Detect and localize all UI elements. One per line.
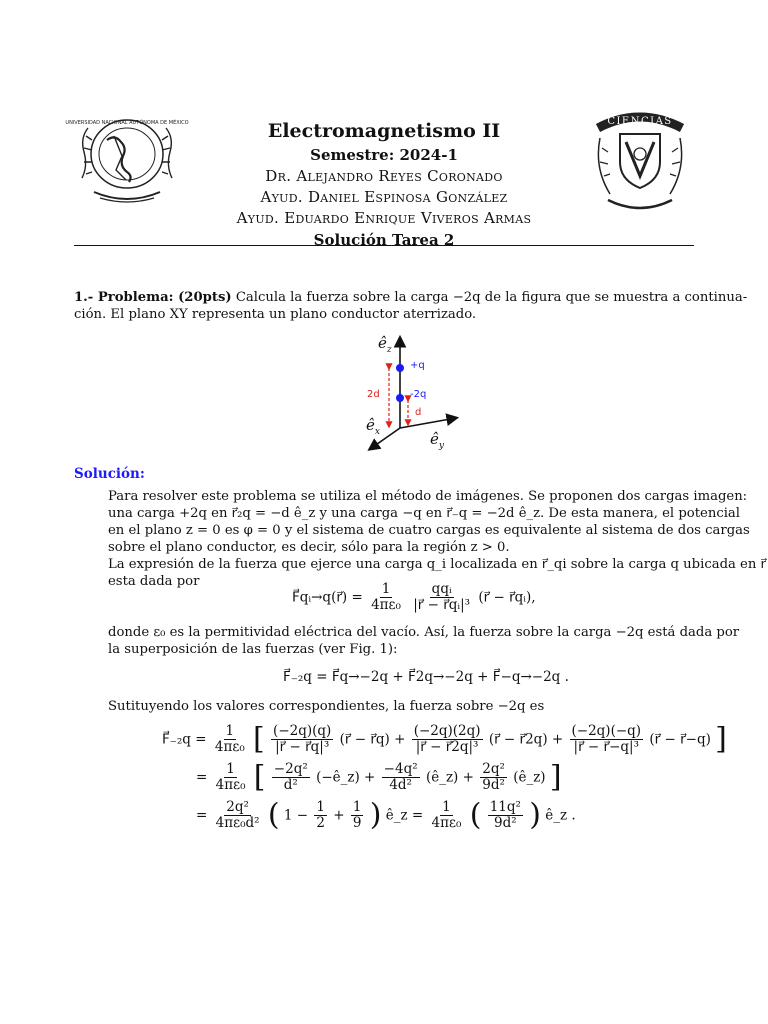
equation-row-2: = $\frac{1}{\text{4πε₀}}$ [ $\frac{\text{−2q²}}{\text{d²}}$ (−ê_z) + $\frac{\text{−4q²}}{\text{4d²}}$ (ê_z) + $\frac{\text{2q²}}{\text{9d²}}$ (ê_z) ] <box>196 759 562 795</box>
solution-label: Solución: <box>74 466 145 482</box>
assistant-line-1: Ayud. Daniel Espinosa González <box>260 188 508 206</box>
charge-minus-2q-dot <box>396 394 404 402</box>
charge-plus-q-label: +q <box>410 360 425 371</box>
p1-line-3: en el plano z = 0 es φ = 0 y el sistema de cuatro cargas es equivalente al sistema de dos cargas <box>108 523 750 538</box>
p2-line-2: esta dada por <box>108 574 200 589</box>
problem-statement <box>74 289 748 323</box>
ex-label: $ê_x$ <box>366 416 380 437</box>
p1-line-4: sobre el plano conductor, es decir, sólo para la región z > 0. <box>108 540 510 555</box>
solution-paragraph-1 <box>108 488 766 590</box>
header-block <box>200 118 568 251</box>
solution-paragraph-4: Sutituyendo los valores correspondientes, la fuerza sobre −2q es <box>108 699 545 714</box>
header-divider <box>74 245 694 246</box>
problem-text-line-2: ción. El plano XY representa un plano conductor aterrizado. <box>74 307 477 322</box>
assistant-line-2: Ayud. Eduardo Enrique Viveros Armas <box>236 209 532 227</box>
professor-line: Dr. Alejandro Reyes Coronado <box>265 167 503 185</box>
p3-line-1: donde ε₀ es la permitividad eléctrica del vacío. Así, la fuerza sobre la carga −2q está dada por <box>108 625 740 640</box>
ciencias-logo <box>590 108 690 212</box>
equation-coulomb-force: F⃗qᵢ→q(r⃗) = $\frac{1}{\text{4πε₀}}$ $\frac{\text{qqᵢ}}{\text{|r⃗ − r⃗qᵢ|³}}$ (r⃗ − r⃗qᵢ), <box>292 581 536 613</box>
ey-label: $ê_y$ <box>430 430 444 451</box>
distance-2d-label: 2d <box>367 389 380 400</box>
ez-label: $ê_z$ <box>378 334 392 355</box>
document-subtitle: Solución Tarea 2 <box>313 231 455 249</box>
p1-line-1: Para resolver este problema se utiliza el método de imágenes. Se proponen dos cargas imagen: <box>108 489 748 504</box>
equation-row-3: = $\frac{\text{2q²}}{\text{4πε₀d²}}$ ( 1 − $\frac{1}{2}$ + $\frac{1}{9}$ ) ê_z = $\frac{1}{\text{4πε₀}}$ ( $\frac{\text{11q²}}{\text{9d²}}$ ) ê_z . <box>196 797 576 833</box>
semester-line: Semestre: 2024-1 <box>310 146 458 164</box>
equation-row-1: F⃗₋₂q = $\frac{1}{\text{4πε₀}}$ [ $\frac{(-2q)(q)}{\text{|r⃗ − r⃗q|³}}$ (r⃗ − r⃗q) + $\frac{(-2q)(2q)}{\text{|r⃗ − r⃗2q|³}}$ (r⃗ − r⃗2q) + $\frac{(-2q)(-q)}{\text{|r⃗ − r⃗−q|³}}$ (r⃗ − r⃗−q) ] <box>162 721 727 757</box>
charge-minus-2q-label: -2q <box>410 389 427 400</box>
problem-label: 1.- Problema: (20pts) <box>74 290 232 305</box>
ciencias-logo-text: CIENCIAS <box>607 116 673 127</box>
p3-line-2: la superposición de las fuerzas (ver Fig. 1): <box>108 642 398 657</box>
equation-superposition: F⃗₋₂q = F⃗q→−2q + F⃗2q→−2q + F⃗−q→−2q . <box>283 669 569 685</box>
charge-plus-q-dot <box>396 364 404 372</box>
course-title: Electromagnetismo II <box>267 120 501 142</box>
solution-paragraph-3 <box>108 624 740 658</box>
unam-logo-text: UNIVERSIDAD NACIONAL AUTÓNOMA DE MÉXICO <box>65 120 189 126</box>
charge-figure <box>360 330 470 455</box>
p2-line-1: La expresión de la fuerza que ejerce una carga q_i localizada en r⃗_qi sobre la carga q ubicada en r⃗ <box>108 557 766 572</box>
p1-line-2: una carga +2q en r⃗₂q = −d ê_z y una carga −q en r⃗₋q = −2d ê_z. De esta manera, el potencial <box>108 506 741 521</box>
unam-logo <box>65 106 189 206</box>
distance-d-label: d <box>415 407 422 418</box>
problem-text-line-1: Calcula la fuerza sobre la carga −2q de la figura que se muestra a continua- <box>235 290 748 305</box>
